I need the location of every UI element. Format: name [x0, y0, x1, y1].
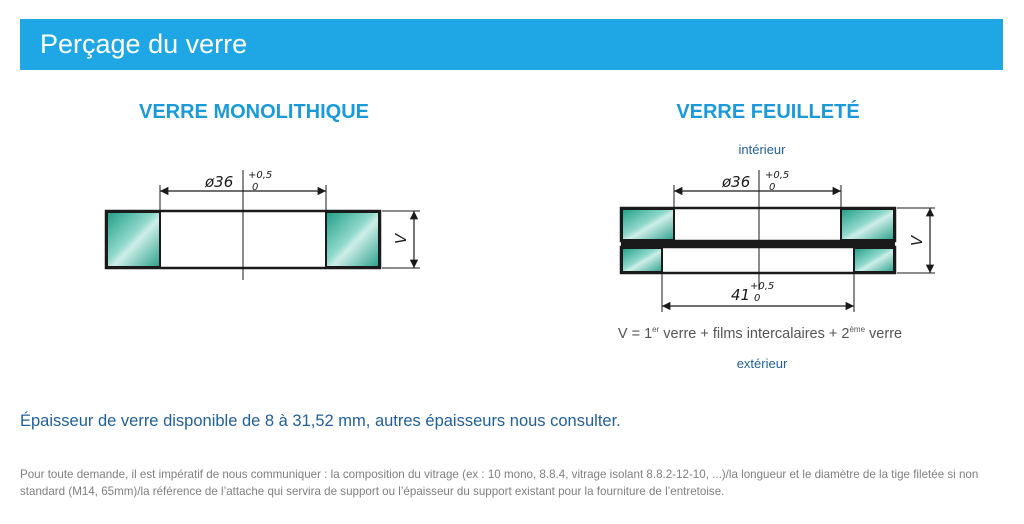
- formula-lhs: V = 1: [617, 325, 653, 342]
- monolithic-glass-left: [107, 212, 160, 267]
- laminated-tol-lower: 0: [769, 182, 776, 193]
- laminated-outer-text: 41: [731, 286, 751, 304]
- v-formula: [590, 320, 930, 344]
- laminated-upper-glass-left: [622, 209, 674, 240]
- laminated-upper-glass-right: [841, 209, 894, 240]
- formula-sup-first: er: [652, 325, 660, 334]
- thickness-note: Épaisseur de verre disponible de 8 à 31,52 mm, autres épaisseurs nous consulter.: [20, 412, 621, 430]
- laminated-outer-tol-upper: +0,5: [750, 281, 775, 292]
- page-title: Perçage du verre: [40, 29, 248, 59]
- laminated-diameter-text: ø36: [722, 173, 751, 191]
- monolithic-diameter-text: ø36: [205, 173, 234, 191]
- monolithic-glass-right: [326, 212, 379, 267]
- formula-mid: verre + films intercalaires + 2: [659, 325, 850, 342]
- laminated-lower-glass-left: [622, 248, 662, 272]
- laminated-heading: VERRE FEUILLETÉ: [676, 101, 860, 123]
- exterior-label: extérieur: [736, 356, 788, 371]
- laminated-lower-glass-right: [854, 248, 894, 272]
- laminated-drawing: [621, 170, 935, 312]
- monolithic-drawing: [106, 170, 420, 280]
- laminated-tol-upper: +0,5: [765, 170, 790, 181]
- monolithic-tol-lower: 0: [252, 182, 259, 193]
- laminated-v-text: V: [908, 235, 926, 246]
- interior-label: intérieur: [738, 142, 786, 157]
- formula-end: verre: [865, 325, 903, 342]
- laminated-outer-tol-lower: 0: [754, 293, 761, 304]
- monolithic-tol-upper: +0,5: [248, 170, 273, 181]
- formula-sup-second: ème: [849, 325, 866, 334]
- footer-note: Pour toute demande, il est impératif de nous communiquer : la composition du vitrage (ex : 10 mono, 8.8.4, vitrage isolant 8.8.2-12-10, ...)/la longueur et le diamètre de la tige filetée si non standard (M14, 65mm)/la référence de l’attache qui servira de support ou l’épaisseur du support existant pour la fourniture de l’entretoise.: [20, 468, 979, 498]
- monolithic-heading: VERRE MONOLITHIQUE: [138, 101, 369, 123]
- monolithic-v-text: V: [392, 233, 410, 244]
